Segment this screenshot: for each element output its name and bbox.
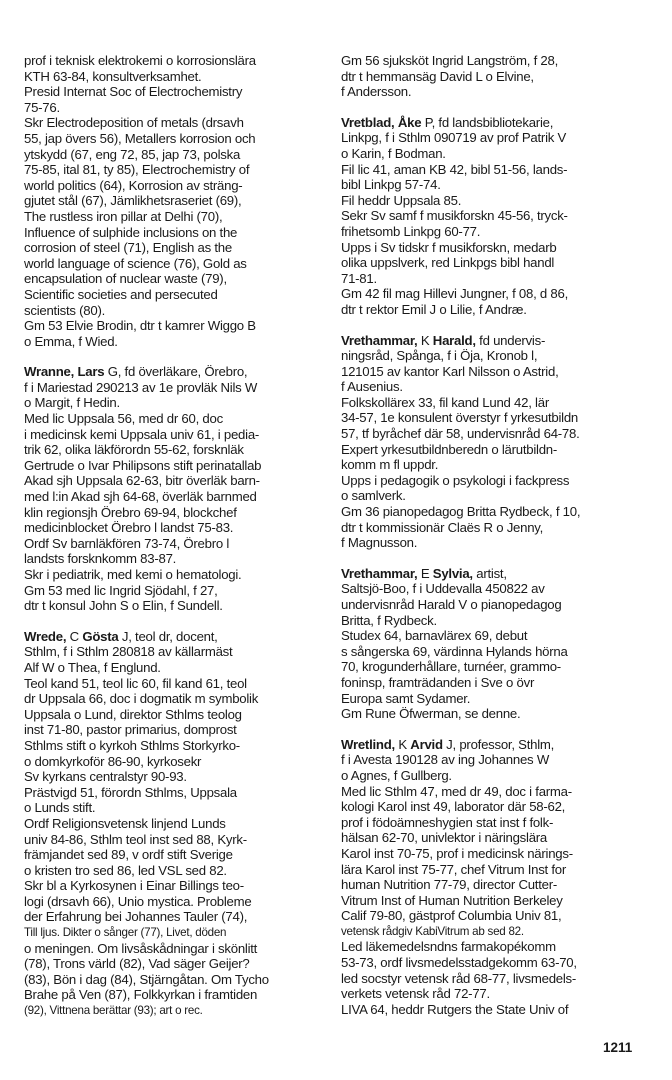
entry-heading [341,115,651,131]
text-line: (78), Trons värld (82), Vad säger Geijer? [24,956,250,972]
text-line: Folkskollärex 33, fil kand Lund 42, lär [341,394,549,410]
entry-name: Wrede, [24,628,67,644]
text-line: Upps i pedagogik o psykologi i fackpress [341,472,570,488]
text-line: Gm 53 Elvie Brodin, dtr t kamrer Wiggo B [24,318,256,334]
text-line: f Andersson. [341,84,412,100]
text-line: Till ljus. Dikter o sånger (77), Livet, döden [24,926,227,940]
text-line: o Karin, f Bodman. [341,145,446,161]
text-line: f i Mariestad 290213 av 1e provläk Nils W [24,379,258,395]
text-line: Alf W o Thea, f Englund. [24,659,161,675]
text-line: komm m fl uppdr. [341,457,439,473]
text-line: Gertrude o Ivar Philipsons stift perinatallab [24,457,262,473]
biography-entry [24,53,332,349]
text-line: Gm 56 sjuksköt Ingrid Langström, f 28, [341,53,558,68]
entry-heading-text: J, teol dr, docent, [118,628,218,644]
text-line: o Emma, f Wied. [24,333,118,349]
text-line: dtr t rektor Emil J o Lilie, f Andræ. [341,301,527,317]
text-line: o meningen. Om livsåskådningar i skönlitt [24,940,258,956]
text-line: (92), Vittnena berättar (93); art o rec. [24,1004,203,1018]
text-line: olika uppslverk, red Linkpgs bibl handl [341,255,555,271]
text-line: Presid Internat Soc of Electrochemistry [24,84,243,100]
text-line: o domkyrkoför 86-90, kyrkosekr [24,753,202,769]
text-line: Skr bl a Kyrkosynen i Einar Billings teo- [24,878,244,894]
text-line: f i Avesta 190128 av ing Johannes W [341,752,550,768]
text-line: kologi Karol inst 49, laborator där 58-62, [341,799,566,815]
text-line: Saltsjö-Boo, f i Uddevalla 450822 av [341,581,545,597]
text-line: ningsråd, Spånga, f i Öja, Kronob l, [341,348,538,364]
text-line: klin regionsjh Örebro 69-94, blockchef [24,504,237,520]
text-line: med l:in Akad sjh 64-68, överläk barnmed [24,489,257,505]
text-line: gjutet stål (67), Jämlikhetsraseriet (69), [24,193,242,209]
text-line: o Margit, f Hedin. [24,395,120,411]
entry-name: Arvid [410,736,443,752]
entry-name: Wretlind, [341,736,395,752]
text-line: 71-81. [341,270,377,286]
text-line: dtr t konsul John S o Elin, f Sundell. [24,598,223,614]
text-line: inst 71-80, pastor primarius, domprost [24,722,237,738]
text-line: Med lic Uppsala 56, med dr 60, doc [24,411,223,427]
text-line: Skr Electrodeposition of metals (drsavh [24,115,244,131]
text-line: o Lunds stift. [24,800,96,816]
text-line: Calif 79-80, gästprof Columbia Univ 81, [341,908,562,924]
text-line: 53-73, ordf livsmedelsstadgekomm 63-70, [341,955,577,971]
text-line: Influence of sulphide inclusions on the [24,224,238,240]
text-line: 75-76. [24,99,60,115]
text-line: o samlverk. [341,488,406,504]
text-line: Gm 42 fil mag Hillevi Jungner, f 08, d 86, [341,286,568,302]
entry-name: Vrethammar, [341,332,418,348]
biography-entry [24,364,332,614]
entry-heading [341,737,651,753]
text-line: Uppsala o Lund, direktor Sthlms teolog [24,706,242,722]
text-line: Gm 53 med lic Ingrid Sjödahl, f 27, [24,582,218,598]
text-line: dtr t kommissionär Claës R o Jenny, [341,519,544,535]
text-line: Skr i pediatrik, med kemi o hematologi. [24,567,242,582]
entry-heading-text: K [417,332,433,348]
text-line: Akad sjh Uppsala 62-63, bitr överläk barn- [24,473,260,489]
text-line: Ordf Religionsvetensk linjend Lunds [24,815,226,831]
text-line: Med lic Sthlm 47, med dr 49, doc i farma- [341,783,572,799]
text-line: prof i födoämneshygien stat inst f folk- [341,814,554,830]
text-line: encapsulation of nuclear waste (79), [24,271,227,287]
text-line: trik 62, olika läkförordn 55-62, forsknläk [24,442,244,458]
text-line: der Erfahrung bei Johannes Tauler (74), [24,909,248,925]
text-line: 70, krogunderhållare, turnéer, grammo- [341,659,561,675]
text-line: scientists (80). [24,302,106,318]
text-line: Brahe på Ven (87), Folkkyrkan i framtiden [24,987,258,1003]
text-line: world language of science (76), Gold as [24,255,247,271]
text-line: 55, jap övers 56), Metallers korrosion och [24,130,256,146]
text-line: The rustless iron pillar at Delhi (70), [24,208,223,224]
entry-name: Vrethammar, [341,565,418,581]
biography-entry [341,115,651,318]
text-line: Sthlm, f i Sthlm 280818 av källarmäst [24,644,233,660]
page-number: 1211 [603,1040,633,1055]
entry-heading-text: fd undervis- [475,332,546,348]
text-line: Europa samt Sydamer. [341,690,471,706]
text-line: vetensk rådgiv KabiVitrum ab sed 82. [341,924,524,938]
biography-entry [341,566,651,722]
entry-name: Gösta [82,628,119,644]
text-line: led socstyr vetensk råd 68-77, livsmedels- [341,970,577,986]
text-line: o Agnes, f Gullberg. [341,767,452,783]
text-line: Upps i Sv tidskr f musikforskn, medarb [341,239,557,255]
text-line: Scientific societies and persecuted [24,286,218,302]
text-line: Sthlms stift o kyrkoh Sthlms Storkyrko- [24,737,240,753]
text-line: Expert yrkesutbildnberedn o lärutbildn- [341,441,558,457]
text-line: undervisnråd Harald V o pianopedagog [341,597,562,612]
text-line: human Nutrition 77-79, director Cutter- [341,877,558,893]
entry-heading-text: K [394,736,411,752]
text-line: Prästvigd 51, förordn Sthlms, Uppsala [24,784,237,800]
biography-entry [341,333,651,551]
text-line: 34-57, 1e konsulent överstyr f yrkesutbildn [341,410,579,426]
text-line: Led läkemedelsndns farmakopékomm [341,939,556,955]
text-line: Linkpg, f i Sthlm 090719 av prof Patrik V [341,130,567,146]
text-line: ytskydd (67, eng 72, 85, jap 73, polska [24,146,241,162]
text-line: dr Uppsala 66, doc i dogmatik m symbolik [24,691,259,707]
text-line: Gm 36 pianopedagog Britta Rydbeck, f 10, [341,504,581,520]
text-line: hälsan 62-70, univlektor i näringslära [341,830,548,846]
text-line: logi (drsavh 66), Unio mystica. Probleme [24,893,252,909]
text-line: univ 84-86, Sthlm teol inst sed 88, Kyrk- [24,831,247,847]
entry-name: Wranne, Lars [24,364,105,380]
text-line: 121015 av kantor Karl Nilsson o Astrid, [341,363,559,379]
text-line: o kristen tro sed 86, led VSL sed 82. [24,862,227,878]
text-line: bibl Linkpg 57-74. [341,177,441,193]
right-column [341,53,651,1017]
text-line: 57, tf byråchef där 58, undervisnråd 64-78. [341,426,580,442]
text-line: medicinblocket Örebro l landst 75-83. [24,520,234,536]
entry-heading-text: artist, [472,565,507,581]
text-line: LIVA 64, heddr Rutgers the State Univ of [341,1001,569,1017]
text-line: s sångerska 69, värdinna Hylands hörna [341,643,568,659]
text-line: prof i teknisk elektrokemi o korrosionslära [24,53,256,68]
text-line: Teol kand 51, teol lic 60, fil kand 61, teol [24,675,247,691]
entry-heading [341,333,651,349]
text-line: corrosion of steel (71), English as the [24,240,232,256]
entry-name: Sylvia, [432,565,473,581]
entry-heading-text: E [417,565,433,581]
entry-heading-text: C [66,628,83,644]
biography-entry [341,53,651,100]
text-line: Sv kyrkans centralstyr 90-93. [24,769,187,785]
entry-heading-text: J, professor, Sthlm, [442,736,555,752]
text-line: f Magnusson. [341,535,418,551]
text-line: Sekr Sv samf f musikforskn 45-56, tryck- [341,208,568,224]
text-line: KTH 63-84, konsultverksamhet. [24,68,202,84]
biography-entry [24,629,332,1019]
text-line: world politics (64), Korrosion av sträng- [24,177,243,193]
text-line: Gm Rune Öfwerman, se denne. [341,706,521,722]
text-line: Karol inst 70-75, prof i medicinsk närings- [341,845,573,861]
entry-heading-text: P, fd landsbibliotekarie, [421,114,554,130]
text-line: Fil lic 41, aman KB 42, bibl 51-56, lands- [341,161,568,177]
entry-heading [341,566,651,582]
left-column [24,53,332,1019]
text-line: främjandet sed 89, v ordf stift Sverige [24,847,233,863]
text-line: f Ausenius. [341,379,403,395]
text-line: Studex 64, barnavlärex 69, debut [341,628,528,644]
text-line: 75-85, ital 81, ty 85), Electrochemistry of [24,162,250,178]
text-line: i medicinsk kemi Uppsala univ 61, i pedia- [24,426,260,442]
text-line: dtr t hemmansäg David L o Elvine, [341,68,534,84]
text-line: Britta, f Rydbeck. [341,612,437,628]
entry-heading-text: G, fd överläkare, Örebro, [104,364,248,380]
text-line: (83), Bön i dag (84), Stjärngåtan. Om Tycho [24,971,269,987]
entry-name: Harald, [432,332,476,348]
text-line: lära Karol inst 75-77, chef Vitrum Inst for [341,861,567,877]
text-line: verkets vetensk råd 72-77. [341,986,490,1002]
text-line: frihetsomb Linkpg 60-77. [341,223,481,239]
entry-heading [24,364,332,380]
entry-name: Vretblad, Åke [341,114,422,130]
entry-heading [24,629,332,645]
text-line: Fil heddr Uppsala 85. [341,192,462,208]
biography-entry [341,737,651,1018]
text-line: landsts forsknkomm 83-87. [24,551,177,567]
text-line: foninsp, framträdanden i Sve o övr [341,674,535,690]
text-line: Vitrum Inst of Human Nutrition Berkeley [341,892,563,908]
text-line: Ordf Sv barnläkfören 73-74, Örebro l [24,535,230,551]
